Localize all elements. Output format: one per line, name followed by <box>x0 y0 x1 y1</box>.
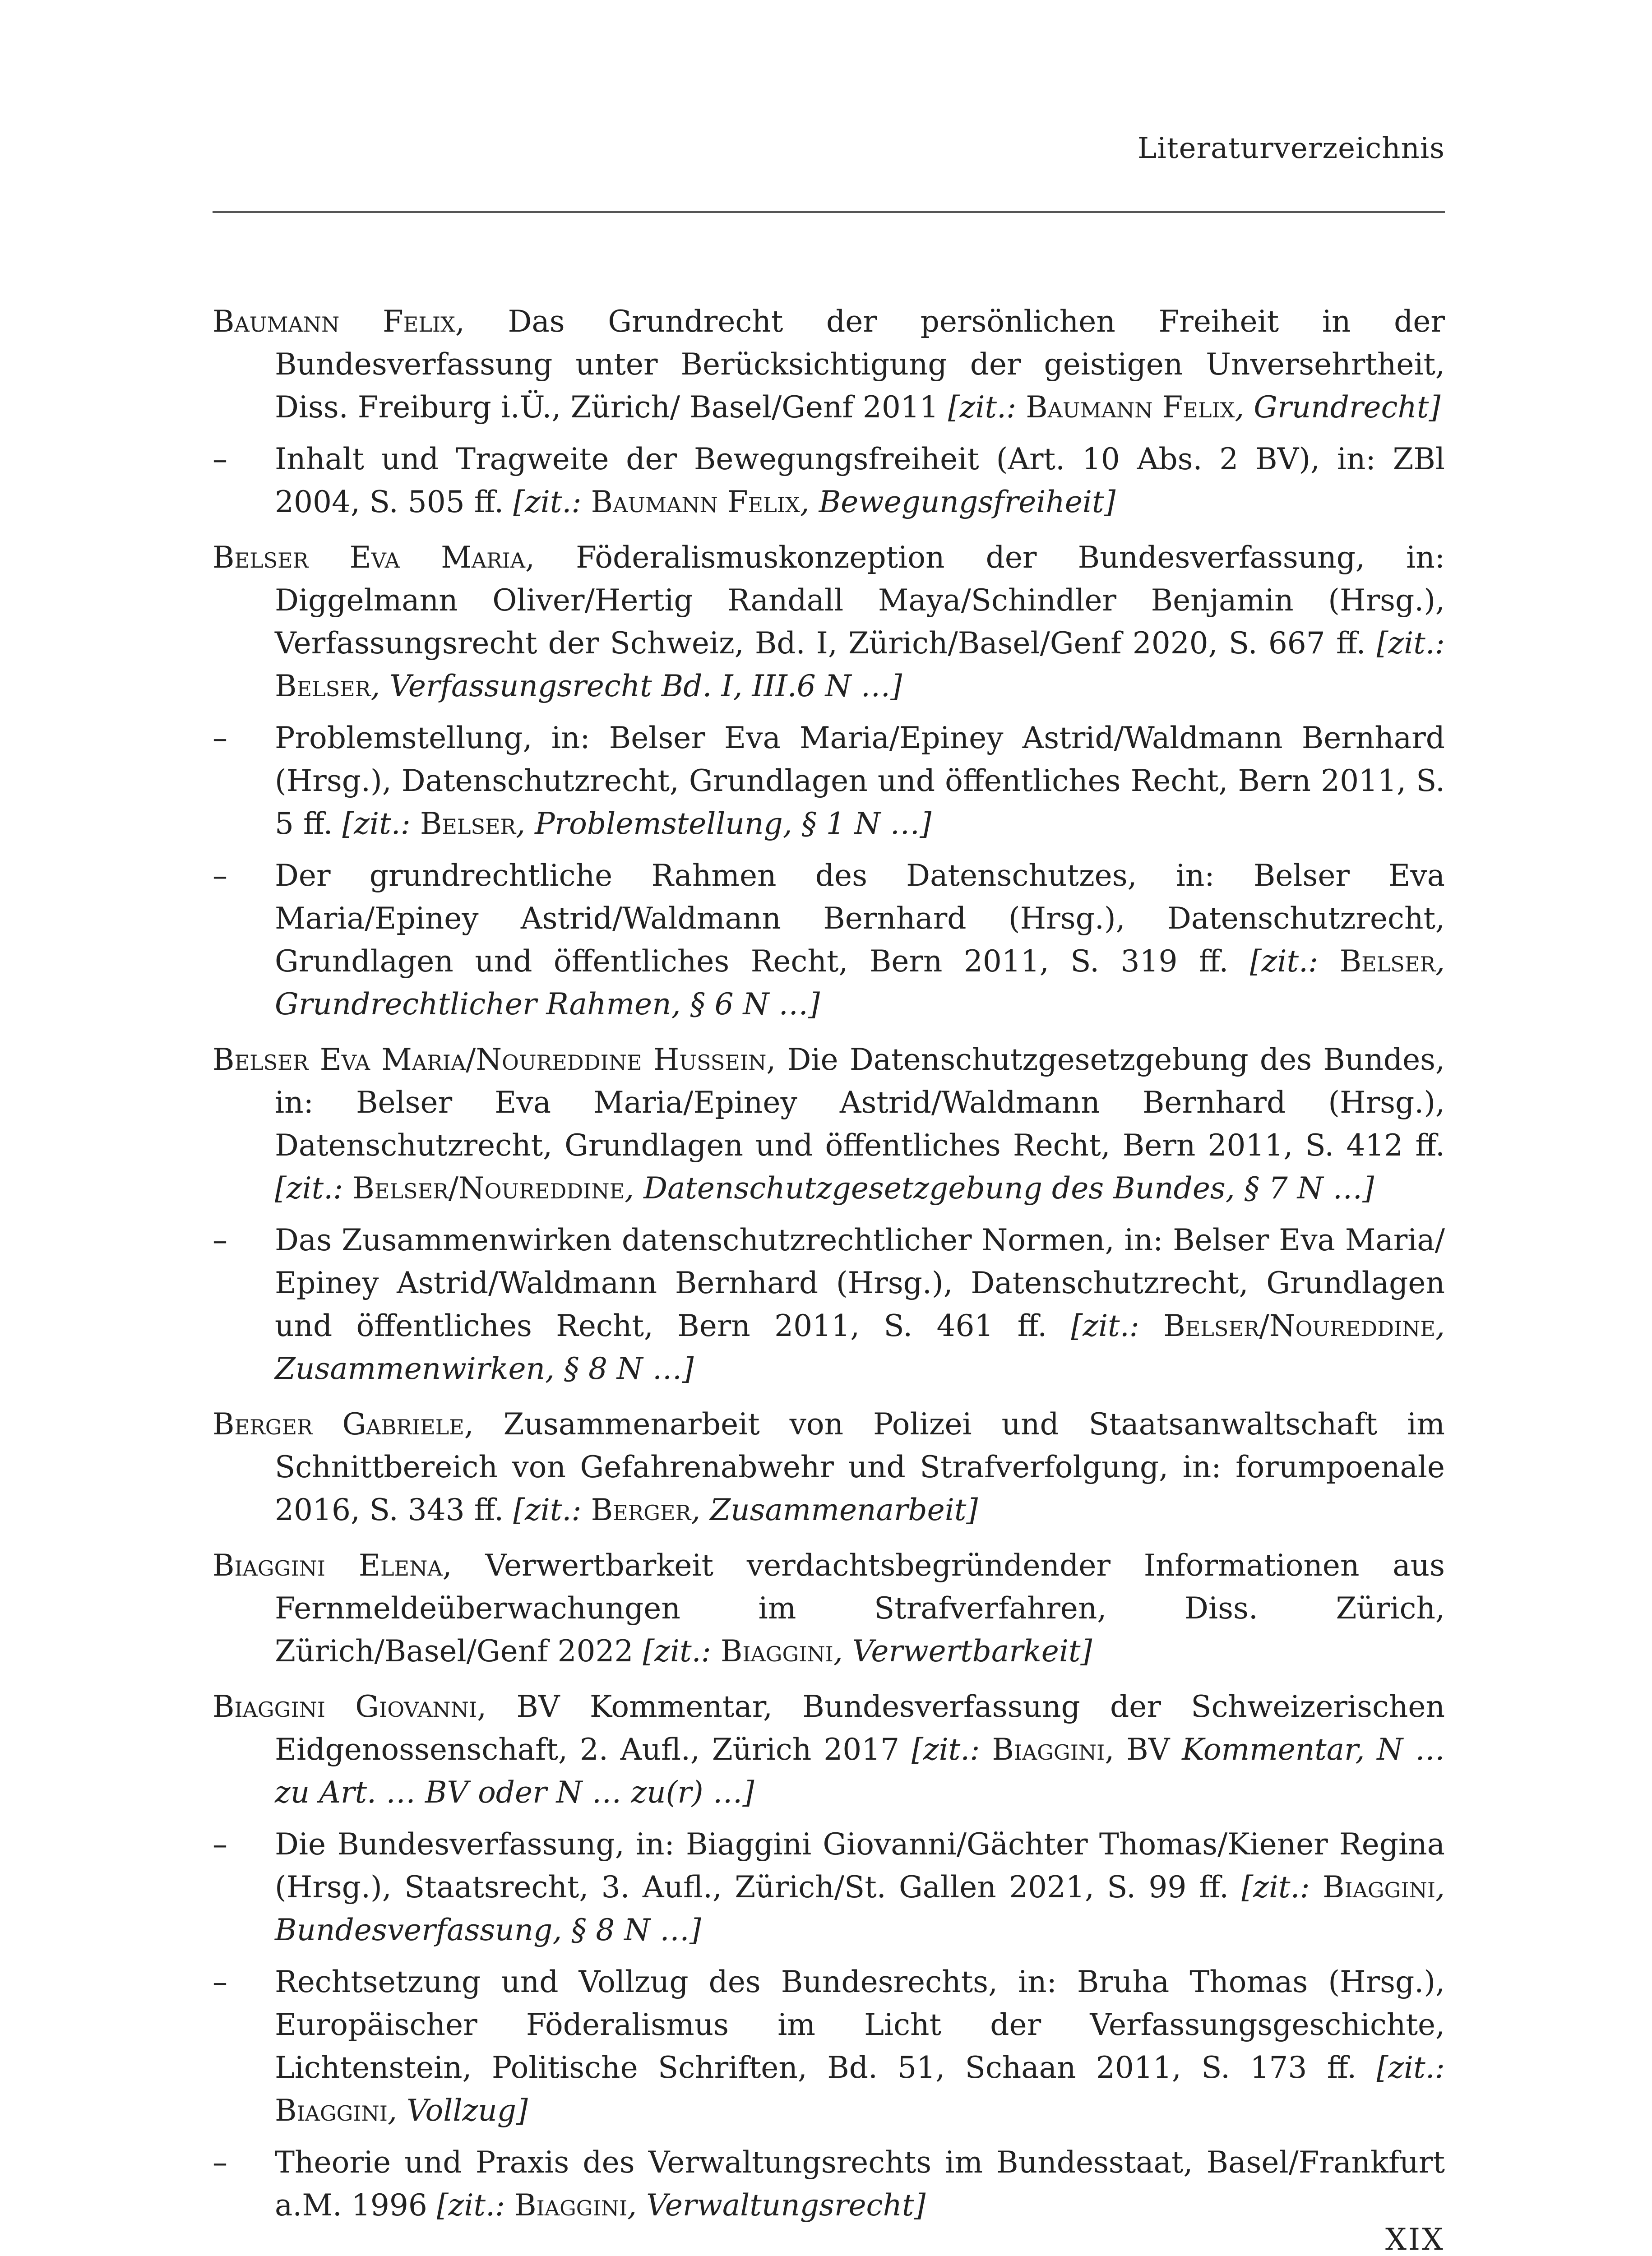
entry-citation: [zit.: Biaggini, BV Kommentar, N … zu Art. … BV oder N … zu(r) …] <box>275 1732 1445 1810</box>
bibliography-subentry <box>213 1823 1445 1951</box>
entry-author: Berger Gabriele <box>213 1407 464 1442</box>
entry-citation: [zit.: Belser, Problemstellung, § 1 N …] <box>342 806 932 841</box>
entry-author: Biaggini Elena <box>213 1548 443 1583</box>
dash-marker: – <box>213 2145 227 2180</box>
bibliography-entry <box>213 300 1445 429</box>
entry-text: Problemstellung, in: Belser Eva Maria/Epiney Astrid/Waldmann Bernhard (Hrsg.), Datenschutzrecht, Grundlagen und öffentliches Recht, Bern 2011, S. 5 ff. <box>275 721 1445 841</box>
bibliography-subentry <box>213 854 1445 1026</box>
entry-text: , Die Datenschutzgesetzgebung des Bundes, in: Belser Eva Maria/Epiney Astrid/Waldmann Bernhard (Hrsg.), Datenschutzrecht, Grundlagen und öffentliches Recht, Bern 2011, S. 412 ff. <box>275 1042 1445 1163</box>
entry-text: , Zusammenarbeit von Polizei und Staatsanwaltschaft im Schnittbereich von Gefahrenabwehr und Strafverfolgung, in: forumpoenale 2016, S. 343 ff. <box>275 1407 1445 1527</box>
entry-text: Theorie und Praxis des Verwaltungsrechts im Bundesstaat, Basel/Frankfurt a.M. 1996 <box>275 2145 1445 2223</box>
bibliography-entry <box>213 1685 1445 1814</box>
entry-citation: [zit.: Biaggini, Bundesverfassung, § 8 N …] <box>275 1870 1445 1947</box>
bibliography-entry <box>213 536 1445 707</box>
entry-author: Baumann Felix <box>213 304 455 339</box>
bibliography-subentry <box>213 1960 1445 2132</box>
entry-citation: [zit.: Belser/Noureddine, Datenschutzgesetzgebung des Bundes, § 7 N …] <box>275 1171 1374 1206</box>
entry-text: , Das Grundrecht der persönlichen Freiheit in der Bundesverfassung unter Berücksichtigung der geistigen Unversehrtheit, Diss. Freiburg i.Ü., Zürich/ Basel/Genf 2011 <box>275 304 1445 425</box>
page-number: XIX <box>1385 2222 1445 2256</box>
bibliography-list <box>213 300 1445 2227</box>
bibliography-entry <box>213 1544 1445 1673</box>
running-head: Literaturverzeichnis <box>1137 132 1445 165</box>
bibliography-subentry <box>213 438 1445 523</box>
dash-marker: – <box>213 1223 227 1257</box>
entry-citation: [zit.: Biaggini, Verwaltungsrecht] <box>436 2188 926 2223</box>
dash-marker: – <box>213 721 227 755</box>
header-rule <box>213 211 1445 213</box>
entry-author: Belser Eva Maria/Noureddine Hussein <box>213 1042 767 1077</box>
bibliography-entry <box>213 1403 1445 1531</box>
bibliography-subentry <box>213 2141 1445 2227</box>
entry-citation: [zit.: Baumann Felix, Bewegungsfreiheit] <box>513 485 1116 519</box>
entry-text: Rechtsetzung und Vollzug des Bundesrechts, in: Bruha Thomas (Hrsg.), Europäischer Föderalismus im Licht der Verfassungsgeschichte, Lichtenstein, Politische Schriften, Bd. 51, Schaan 2011, S. 173 ff. <box>275 1965 1445 2085</box>
bibliography-subentry <box>213 717 1445 845</box>
entry-citation: [zit.: Belser/Noureddine, Zusammenwirken, § 8 N …] <box>275 1308 1445 1386</box>
dash-marker: – <box>213 858 227 893</box>
bibliography-entry <box>213 1038 1445 1210</box>
entry-citation: [zit.: Biaggini, Vollzug] <box>275 2050 1445 2128</box>
entry-text: Inhalt und Tragweite der Bewegungsfreiheit (Art. 10 Abs. 2 BV), in: ZBl 2004, S. 505 ff. <box>275 442 1445 519</box>
entry-citation: [zit.: Baumann Felix, Grundrecht] <box>948 390 1441 425</box>
entry-citation: [zit.: Belser, Verfassungsrecht Bd. I, III.6 N …] <box>275 626 1445 703</box>
entry-text: , BV Kommentar, Bundesverfassung der Schweizerischen Eidgenossenschaft, 2. Aufl., Zürich 2017 <box>275 1689 1445 1767</box>
entry-citation: [zit.: Berger, Zusammenarbeit] <box>513 1493 978 1527</box>
dash-marker: – <box>213 1827 227 1862</box>
entry-citation: [zit.: Biaggini, Verwertbarkeit] <box>643 1634 1092 1669</box>
bibliography-subentry <box>213 1219 1445 1390</box>
entry-citation: [zit.: Belser, Grundrechtlicher Rahmen, § 6 N …] <box>275 944 1445 1022</box>
dash-marker: – <box>213 442 227 476</box>
entry-text: , Föderalismuskonzeption der Bundesverfassung, in: Diggelmann Oliver/Hertig Randall Maya/Schindler Benjamin (Hrsg.), Verfassungsrecht der Schweiz, Bd. I, Zürich/Basel/Genf 2020, S. 667 ff. <box>275 540 1445 661</box>
dash-marker: – <box>213 1965 227 1999</box>
entry-text: Die Bundesverfassung, in: Biaggini Giovanni/Gächter Thomas/Kiener Regina (Hrsg.), Staatsrecht, 3. Aufl., Zürich/St. Gallen 2021, S. 99 ff. <box>275 1827 1445 1905</box>
entry-author: Belser Eva Maria <box>213 540 525 575</box>
entry-text: Der grundrechtliche Rahmen des Datenschutzes, in: Belser Eva Maria/Epiney Astrid/Waldmann Bernhard (Hrsg.), Datenschutzrecht, Grundlagen und öffentliches Recht, Bern 2011, S. 319 ff. <box>275 858 1445 979</box>
entry-author: Biaggini Giovanni <box>213 1689 477 1724</box>
entry-text: , Verwertbarkeit verdachtsbegründender Informationen aus Fernmeldeüberwachungen im Strafverfahren, Diss. Zürich, Zürich/Basel/Genf 2022 <box>275 1548 1445 1669</box>
entry-text: Das Zusammenwirken datenschutzrechtlicher Normen, in: Belser Eva Maria/ Epiney Astrid/Waldmann Bernhard (Hrsg.), Datenschutzrecht, Grundlagen und öffentliches Recht, Bern 2011, S. 461 ff. <box>275 1223 1445 1343</box>
